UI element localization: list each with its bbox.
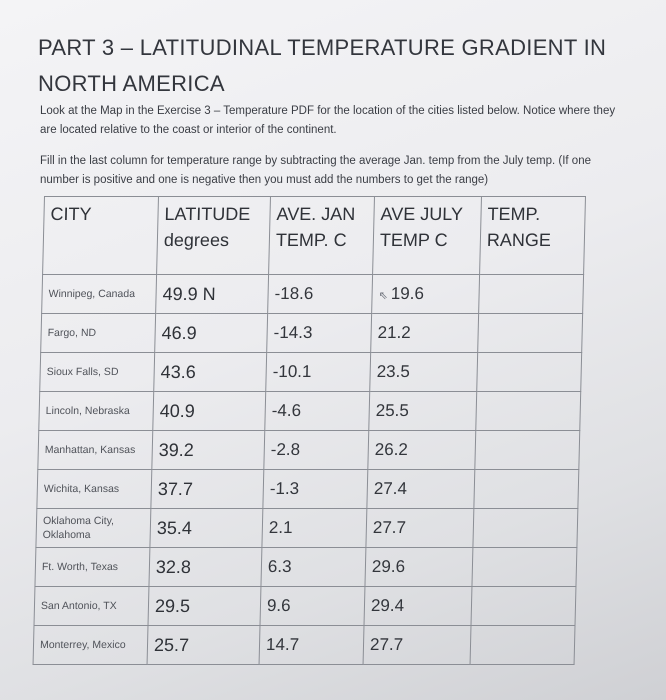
latitude-cell: 25.7 [147,626,260,665]
july-temp-cell: 27.7 [366,509,474,548]
range-cell[interactable] [470,626,575,665]
jan-temp-cell: -1.3 [263,470,368,509]
header-temp-range: TEMP. RANGE [480,197,586,275]
city-cell: Fargo, ND [41,314,156,353]
city-cell: Ft. Worth, Texas [35,548,150,587]
temperature-table [33,196,586,665]
city-cell: Winnipeg, Canada [42,275,157,314]
jan-temp-cell: -18.6 [268,275,373,314]
mouse-cursor-icon: ⇖ [378,290,388,302]
range-cell[interactable] [472,548,577,587]
table-row [38,431,580,470]
latitude-cell: 35.4 [150,509,263,548]
latitude-cell: 49.9 N [156,275,269,314]
table-row [40,353,582,392]
latitude-cell: 43.6 [154,353,267,392]
july-temp-cell: ⇖ 19.6 [372,275,480,314]
city-cell: Wichita, Kansas [37,470,152,509]
july-temp-cell: 29.6 [365,548,473,587]
table-row [37,470,579,509]
city-cell: Manhattan, Kansas [38,431,153,470]
table-row [34,587,576,626]
july-temp-cell: 29.4 [364,587,472,626]
latitude-cell: 37.7 [151,470,264,509]
range-cell[interactable] [474,470,579,509]
july-temp-cell: 27.7 [363,626,471,665]
july-temp-cell: 27.4 [367,470,475,509]
range-cell[interactable] [473,509,578,548]
jan-temp-cell: -10.1 [266,353,371,392]
latitude-cell: 39.2 [152,431,265,470]
july-temp-cell: 25.5 [369,392,477,431]
table-row [42,275,584,314]
instructions-paragraph-1: Look at the Map in the Exercise 3 – Temperature PDF for the location of the cities listed below. Notice where they are located relative to the coast or interior of the continent. [40,105,616,136]
table-row [41,314,583,353]
latitude-cell: 32.8 [149,548,262,587]
table-row [36,509,578,548]
range-cell[interactable] [477,353,582,392]
city-cell: Oklahoma City, Oklahoma [36,509,151,548]
table-row [33,626,575,665]
range-cell[interactable] [478,314,583,353]
jan-temp-cell: -14.3 [267,314,372,353]
latitude-cell: 40.9 [153,392,266,431]
page-title: PART 3 – LATITUDINAL TEMPERATURE GRADIENT IN NORTH AMERICA [38,35,607,96]
range-cell[interactable] [479,275,584,314]
instructions-paragraph-2: Fill in the last column for temperature range by subtracting the average Jan. temp from the July temp. (If one number is positive and one is negative then you must add the numbers to get the range) [40,155,591,186]
range-cell[interactable] [475,431,580,470]
jan-temp-cell: 6.3 [261,548,366,587]
header-latitude: LATITUDE degrees [157,197,271,275]
latitude-cell: 46.9 [155,314,268,353]
july-temp-cell: 26.2 [368,431,476,470]
city-cell: Sioux Falls, SD [40,353,155,392]
table-row [39,392,581,431]
city-cell: Lincoln, Nebraska [39,392,154,431]
jan-temp-cell: 9.6 [260,587,365,626]
range-cell[interactable] [476,392,581,431]
table-row [35,548,577,587]
city-cell: Monterrey, Mexico [33,626,148,665]
header-july-temp: AVE JULY TEMP C [373,197,482,275]
city-cell: San Antonio, TX [34,587,149,626]
range-cell[interactable] [471,587,576,626]
latitude-cell: 29.5 [148,587,261,626]
jan-temp-cell: 2.1 [262,509,367,548]
jan-temp-cell: -4.6 [265,392,370,431]
header-city: CITY [43,197,159,275]
jan-temp-cell: 14.7 [259,626,364,665]
july-temp-cell: 23.5 [370,353,478,392]
header-jan-temp: AVE. JAN TEMP. C [269,197,375,275]
jan-temp-cell: -2.8 [264,431,369,470]
july-temp-cell: 21.2 [371,314,479,353]
